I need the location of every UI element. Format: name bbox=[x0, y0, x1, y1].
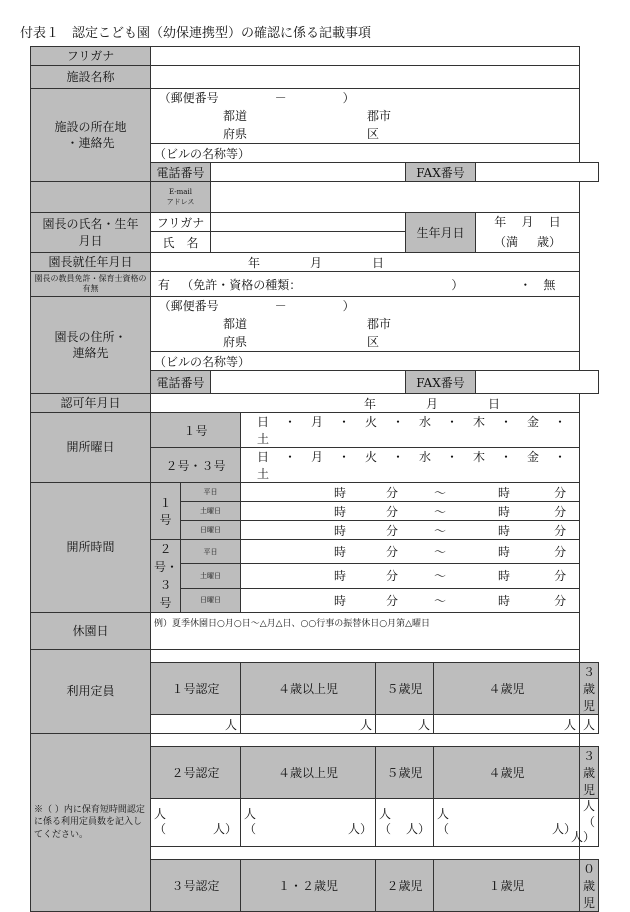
open-hours-g1-weekday[interactable]: 時 分 ～ 時 分 bbox=[241, 483, 580, 502]
open-days-row2-field[interactable]: 日 ・ 月 ・ 火 ・ 水 ・ 木 ・ 金 ・土 bbox=[241, 448, 580, 483]
open-days-label: 開所曜日 bbox=[31, 413, 151, 483]
open-hours-weekday-label: 平日 bbox=[181, 483, 241, 502]
facility-address-field[interactable]: （郵便番号 － ） 都道 郡市 府県 区 bbox=[151, 89, 580, 144]
cert1-total[interactable]: 人 bbox=[151, 715, 241, 734]
director-appoint-field[interactable]: 年 月 日 bbox=[151, 253, 580, 272]
open-hours-saturday-label: 土曜日 bbox=[181, 502, 241, 521]
open-hours-g2-sunday[interactable]: 時 分 ～ 時 分 bbox=[241, 588, 580, 612]
facility-email-field[interactable] bbox=[211, 182, 580, 213]
cert2-age4: ４歳児 bbox=[434, 747, 580, 799]
cert1-age4plus-value[interactable]: 人 bbox=[241, 715, 376, 734]
open-hours-label: 開所時間 bbox=[31, 483, 151, 613]
facility-furigana-label: フリガナ bbox=[31, 47, 151, 66]
facility-name-label: 施設名称 bbox=[31, 66, 151, 89]
cert1-age4-value[interactable]: 人 bbox=[434, 715, 580, 734]
open-hours-saturday-label-2: 土曜日 bbox=[181, 564, 241, 588]
cert1-age5: ５歳児 bbox=[376, 663, 434, 715]
open-days-row1-field[interactable]: 日 ・ 月 ・ 火 ・ 水 ・ 木 ・ 金 ・土 bbox=[241, 413, 580, 448]
facility-furigana-field[interactable] bbox=[151, 47, 580, 66]
director-birth-field[interactable]: 年 月 日 （満 歳） bbox=[476, 213, 580, 253]
open-hours-g1-saturday[interactable]: 時 分 ～ 時 分 bbox=[241, 502, 580, 521]
open-hours-group2-label: ２号・３号 bbox=[151, 540, 181, 613]
open-hours-g1-sunday[interactable]: 時 分 ～ 時 分 bbox=[241, 521, 580, 540]
holiday-label: 休園日 bbox=[31, 613, 151, 650]
cert2-age4-value[interactable]: 人 （ 人） bbox=[434, 799, 580, 847]
cert2-age5: ５歳児 bbox=[376, 747, 434, 799]
director-tel-field[interactable] bbox=[211, 371, 406, 394]
cert2-total[interactable]: 人 （ 人） bbox=[151, 799, 241, 847]
director-license-field[interactable]: 有 （免許・資格の種類： ） ・ 無 bbox=[151, 272, 580, 297]
cert3-age1: １歳児 bbox=[434, 859, 580, 911]
director-fax-field[interactable] bbox=[476, 371, 599, 394]
cert1-label: １号認定 bbox=[151, 663, 241, 715]
cert1-age5-value[interactable]: 人 bbox=[376, 715, 434, 734]
open-hours-sunday-label-2: 日曜日 bbox=[181, 588, 241, 612]
cert1-age3: ３歳児 bbox=[580, 663, 599, 715]
director-address-field[interactable]: （郵便番号 － ） 都道 郡市 府県 区 bbox=[151, 297, 580, 352]
director-tel-label: 電話番号 bbox=[151, 371, 211, 394]
facility-tel-field[interactable] bbox=[211, 163, 406, 182]
director-birth-label: 生年月日 bbox=[406, 213, 476, 253]
open-days-row2-label: ２号・３号 bbox=[151, 448, 241, 483]
cert2-age3-value[interactable]: 人 （ 人） bbox=[580, 799, 599, 847]
cert1-age3-value[interactable]: 人 bbox=[580, 715, 599, 734]
director-address-label: 園長の住所・ 連絡先 bbox=[31, 297, 151, 394]
cert3-age12: １・２歳児 bbox=[241, 859, 376, 911]
facility-address-label: 施設の所在地 ・連絡先 bbox=[31, 89, 151, 182]
capacity-note: ※（ ）内に保育短時間認定に係る利用定員数を記入してください。 bbox=[31, 734, 151, 912]
director-appoint-label: 園長就任年月日 bbox=[31, 253, 151, 272]
director-building-field[interactable]: （ビルの名称等） bbox=[151, 352, 580, 371]
facility-fax-field[interactable] bbox=[476, 163, 599, 182]
facility-email-label: E-mail アドレス bbox=[151, 182, 211, 213]
director-furigana-field[interactable] bbox=[211, 213, 406, 232]
approval-date-label: 認可年月日 bbox=[31, 394, 151, 413]
facility-building-field[interactable]: （ビルの名称等） bbox=[151, 144, 580, 163]
facility-fax-label: FAX番号 bbox=[406, 163, 476, 182]
capacity-label: 利用定員 bbox=[31, 650, 151, 734]
cert2-label: ２号認定 bbox=[151, 747, 241, 799]
cert2-age5-value[interactable]: 人 （ 人） bbox=[376, 799, 434, 847]
open-hours-g2-weekday[interactable]: 時 分 ～ 時 分 bbox=[241, 540, 580, 564]
director-license-label: 園長の教員免許・保育士資格の有無 bbox=[31, 272, 151, 297]
facility-tel-label: 電話番号 bbox=[151, 163, 211, 182]
open-days-row1-label: １号 bbox=[151, 413, 241, 448]
open-hours-g2-saturday[interactable]: 時 分 ～ 時 分 bbox=[241, 564, 580, 588]
cert3-label: ３号認定 bbox=[151, 859, 241, 911]
holiday-field[interactable]: 例）夏季休園日○月○日～△月△日、○○行事の振替休日○月第△曜日 bbox=[151, 613, 580, 650]
director-name-field[interactable] bbox=[211, 232, 406, 253]
director-name-label: 園長の氏名・生年 月日 bbox=[31, 213, 151, 253]
open-hours-weekday-label-2: 平日 bbox=[181, 540, 241, 564]
director-name-field-label: 氏 名 bbox=[151, 232, 211, 253]
cert3-age0: ０歳児 bbox=[580, 859, 599, 911]
cert3-age2: ２歳児 bbox=[376, 859, 434, 911]
director-fax-label: FAX番号 bbox=[406, 371, 476, 394]
page-title: 付表１ 認定こども園（幼保連携型）の確認に係る記載事項 bbox=[20, 26, 372, 41]
confirmation-form bbox=[30, 46, 599, 912]
cert2-age4plus: ４歳以上児 bbox=[241, 747, 376, 799]
cert1-age4: ４歳児 bbox=[434, 663, 580, 715]
director-furigana-label: フリガナ bbox=[151, 213, 211, 232]
cert2-age3: ３歳児 bbox=[580, 747, 599, 799]
open-hours-sunday-label: 日曜日 bbox=[181, 521, 241, 540]
cert2-age4plus-value[interactable]: 人 （ 人） bbox=[241, 799, 376, 847]
facility-name-field[interactable] bbox=[151, 66, 580, 89]
open-hours-group1-label: １号 bbox=[151, 483, 181, 540]
cert1-age4plus: ４歳以上児 bbox=[241, 663, 376, 715]
approval-date-field[interactable]: 年 月 日 bbox=[151, 394, 580, 413]
